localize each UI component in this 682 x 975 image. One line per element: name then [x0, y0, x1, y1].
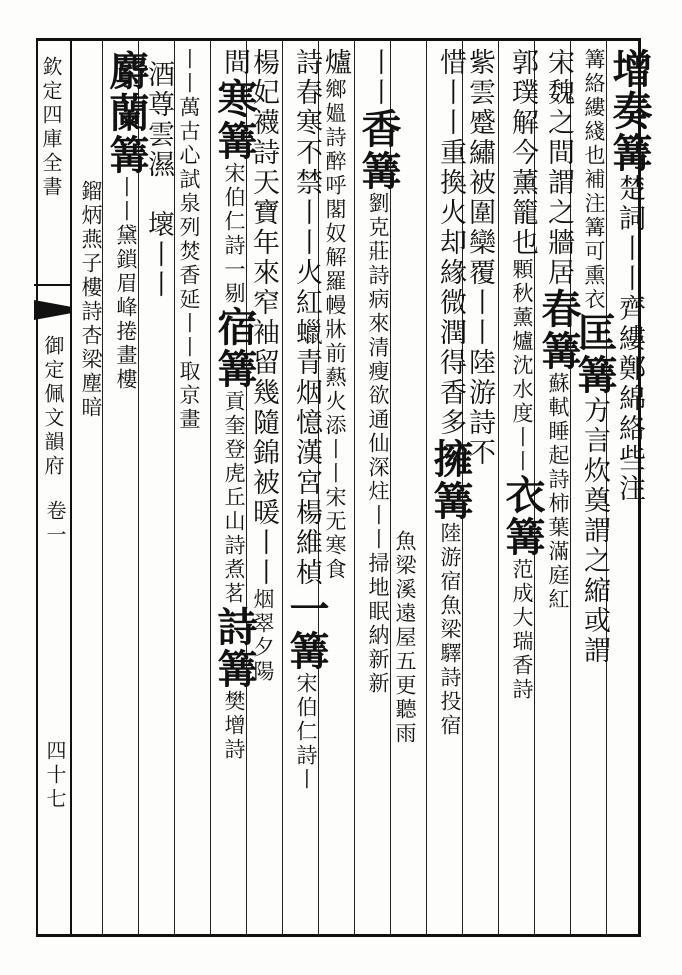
text-run: 樊增詩 [222, 690, 246, 762]
text-run: 詩春寒不禁丨丨火紅蠟青烟憶漢宮楊維楨 [291, 48, 322, 588]
text-run: 陸游宿魚梁驛詩投宿 [438, 522, 462, 738]
text-run: 酒尊雲濕 [143, 60, 174, 180]
text-run: 貢奎登虎丘山詩煮茗 [222, 390, 246, 606]
headword: 寒篝 [211, 78, 258, 162]
text-run: 丨丨黛鎖眉峰捲畫樓 [114, 176, 138, 392]
headword: 衣篝 [499, 474, 546, 558]
text-column-10 [283, 48, 330, 792]
text-run: 楚詞丨丨齊縷鄭綿絡些注 [614, 174, 645, 504]
text-run: 惜丨丨重換火却緣微潤得香多 [435, 48, 466, 438]
headword: 香篝 [355, 108, 402, 192]
text-column-12 [211, 48, 258, 762]
margin-rule [70, 38, 72, 937]
headword: 匡篝 [571, 312, 618, 396]
page-number: 四十七 [43, 740, 67, 812]
text-run: 蘇軾睡起詩柿葉滿庭紅 [546, 372, 570, 612]
text-column-9 [322, 48, 349, 582]
text-run: 試泉列焚香延丨丨 [177, 168, 201, 360]
text-column-5 [466, 48, 493, 468]
fish-tail-mark [34, 300, 72, 320]
text-run: 鄉媼詩醉呼閣奴解羅幔牀前爇火添丨丨宋无寒食 [323, 78, 347, 582]
text-run: 劉克莊詩病來清瘦欲通仙深炷丨丨掃地眠納新新 [366, 192, 390, 696]
text-run: 宋魏之間謂之牆居 [543, 48, 574, 288]
text-run: 范成大瑞香詩 [510, 558, 534, 702]
text-run: 魚梁溪遠屋五更聽雨 [393, 530, 417, 746]
column-rule [282, 40, 283, 934]
text-column-1 [606, 48, 653, 504]
frame-top-border [36, 38, 641, 41]
text-column-8 [355, 48, 402, 696]
text-column-16 [103, 50, 150, 392]
frame-bottom-border [36, 934, 641, 937]
text-run: 宋伯仁詩一剔 [222, 162, 246, 306]
column-rule [174, 40, 175, 934]
headword: 一篝 [283, 588, 330, 672]
text-column-15 [145, 210, 172, 300]
headword: 擁篝 [427, 438, 474, 522]
frame-left-border [36, 38, 38, 937]
text-run: 鎦炳燕子樓詩杏梁塵暗 [79, 180, 103, 420]
text-run: 楊妃襪詩天寶年來窄袖留幾隨錦被暖丨丨 [248, 48, 279, 588]
headword: 春篝 [535, 288, 582, 372]
headword: 增奏篝 [606, 48, 653, 174]
fish-tail-mark-line [34, 284, 72, 286]
book-title: 欽定四庫全書 [39, 56, 63, 200]
text-run: 篝絡縷綫也補注篝可熏衣 [582, 48, 606, 312]
text-column-6 [427, 48, 474, 738]
text-run: 紫雲蹙繡被圍欒覆丨丨陸游詩不 [464, 48, 495, 468]
text-run: 方言炊奠謂之縮或謂 [579, 396, 610, 666]
volume-title: 御定佩文韻府 [41, 335, 65, 479]
text-run: 丨丨 [363, 48, 394, 108]
headword: 宿篝 [211, 306, 258, 390]
text-run: 丨丨萬古心 [177, 48, 201, 168]
text-run: 間 [219, 48, 250, 78]
text-column-4 [499, 48, 546, 702]
text-run: 郭璞解今薰籠也 [507, 48, 538, 258]
text-run: 爐 [320, 48, 351, 78]
headword: 麝蘭篝 [103, 50, 150, 176]
volume-mark: 卷一 [43, 500, 67, 548]
text-run: 宋伯仁詩丨 [294, 672, 318, 792]
text-run: 取京畫 [177, 360, 201, 432]
headword: 詩篝 [211, 606, 258, 690]
text-column-13 [178, 48, 199, 432]
text-run: 顆秋薰爐沈水度丨丨 [510, 258, 534, 474]
text-column-17 [80, 180, 101, 420]
text-run: 壞丨丨 [143, 210, 174, 300]
column-rule [210, 40, 211, 934]
text-run: 烟翠夕陽 [251, 588, 275, 684]
